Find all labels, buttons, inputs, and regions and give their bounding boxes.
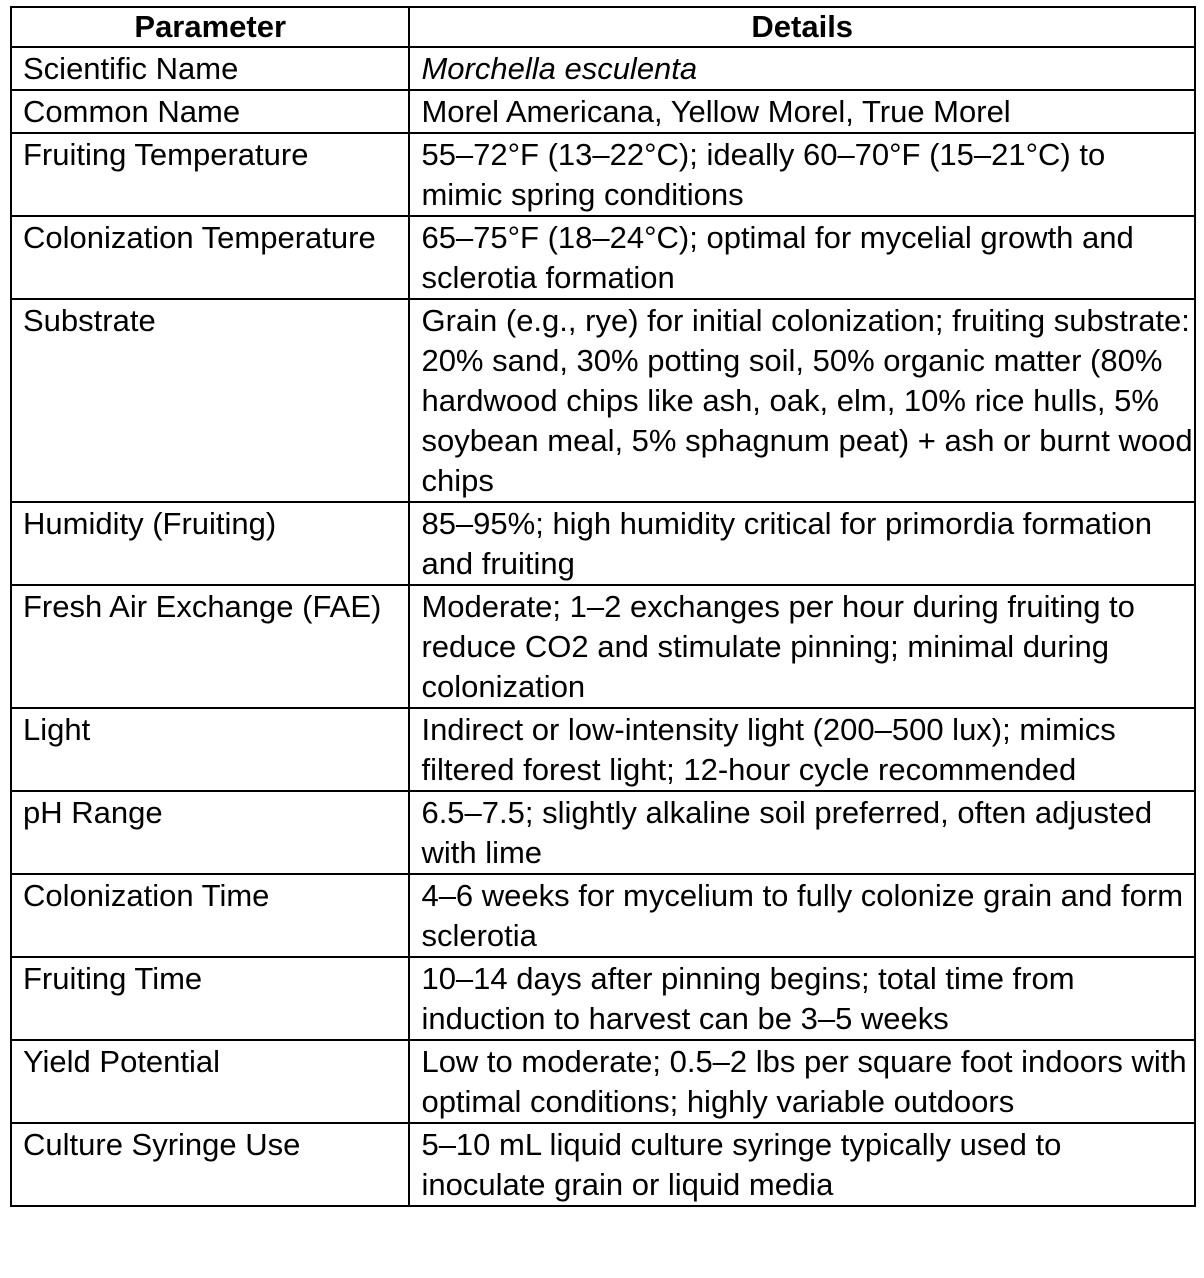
table-row xyxy=(11,216,1195,299)
parameter-cell: Light xyxy=(11,708,409,791)
table-row xyxy=(11,708,1195,791)
table-row xyxy=(11,47,1195,90)
details-cell: Morel Americana, Yellow Morel, True Morel xyxy=(409,90,1195,133)
details-cell: 55–72°F (13–22°C); ideally 60–70°F (15–21°C) to mimic spring conditions xyxy=(409,133,1195,216)
details-cell: 4–6 weeks for mycelium to fully colonize grain and form sclerotia xyxy=(409,874,1195,957)
table-row xyxy=(11,1040,1195,1123)
parameter-cell: Fruiting Temperature xyxy=(11,133,409,216)
table-row xyxy=(11,957,1195,1040)
parameter-cell: Yield Potential xyxy=(11,1040,409,1123)
details-cell: 10–14 days after pinning begins; total time from induction to harvest can be 3–5 weeks xyxy=(409,957,1195,1040)
table-row xyxy=(11,90,1195,133)
details-cell: Low to moderate; 0.5–2 lbs per square foot indoors with optimal conditions; highly variable outdoors xyxy=(409,1040,1195,1123)
details-cell: Indirect or low-intensity light (200–500 lux); mimics filtered forest light; 12-hour cycle recommended xyxy=(409,708,1195,791)
table-row xyxy=(11,791,1195,874)
table-row xyxy=(11,502,1195,585)
parameter-cell: Colonization Temperature xyxy=(11,216,409,299)
parameter-cell: Common Name xyxy=(11,90,409,133)
table-body xyxy=(11,47,1195,1206)
parameters-table xyxy=(10,6,1196,1207)
details-cell: 5–10 mL liquid culture syringe typically used to inoculate grain or liquid media xyxy=(409,1123,1195,1206)
header-parameter: Parameter xyxy=(11,7,409,47)
parameter-cell: Substrate xyxy=(11,299,409,502)
header-details: Details xyxy=(409,7,1195,47)
details-cell: Grain (e.g., rye) for initial colonization; fruiting substrate: 20% sand, 30% potting soil, 50% organic matter (80% hardwood chips like ash, oak, elm, 10% rice hulls, 5% soybean meal, 5% sphagnum peat) + ash or burnt wood chips xyxy=(409,299,1195,502)
details-cell: 65–75°F (18–24°C); optimal for mycelial growth and sclerotia formation xyxy=(409,216,1195,299)
details-cell: Morchella esculenta xyxy=(409,47,1195,90)
table-row xyxy=(11,133,1195,216)
parameter-cell: Fresh Air Exchange (FAE) xyxy=(11,585,409,708)
parameter-cell: Culture Syringe Use xyxy=(11,1123,409,1206)
table-row xyxy=(11,585,1195,708)
details-cell: Moderate; 1–2 exchanges per hour during fruiting to reduce CO2 and stimulate pinning; minimal during colonization xyxy=(409,585,1195,708)
details-cell: 6.5–7.5; slightly alkaline soil preferred, often adjusted with lime xyxy=(409,791,1195,874)
details-cell: 85–95%; high humidity critical for primordia formation and fruiting xyxy=(409,502,1195,585)
table-row xyxy=(11,299,1195,502)
table-header xyxy=(11,7,1195,47)
parameter-cell: Scientific Name xyxy=(11,47,409,90)
parameter-cell: Humidity (Fruiting) xyxy=(11,502,409,585)
parameter-cell: Fruiting Time xyxy=(11,957,409,1040)
parameter-cell: pH Range xyxy=(11,791,409,874)
table-row xyxy=(11,1123,1195,1206)
header-row xyxy=(11,7,1195,47)
parameter-cell: Colonization Time xyxy=(11,874,409,957)
table-row xyxy=(11,874,1195,957)
